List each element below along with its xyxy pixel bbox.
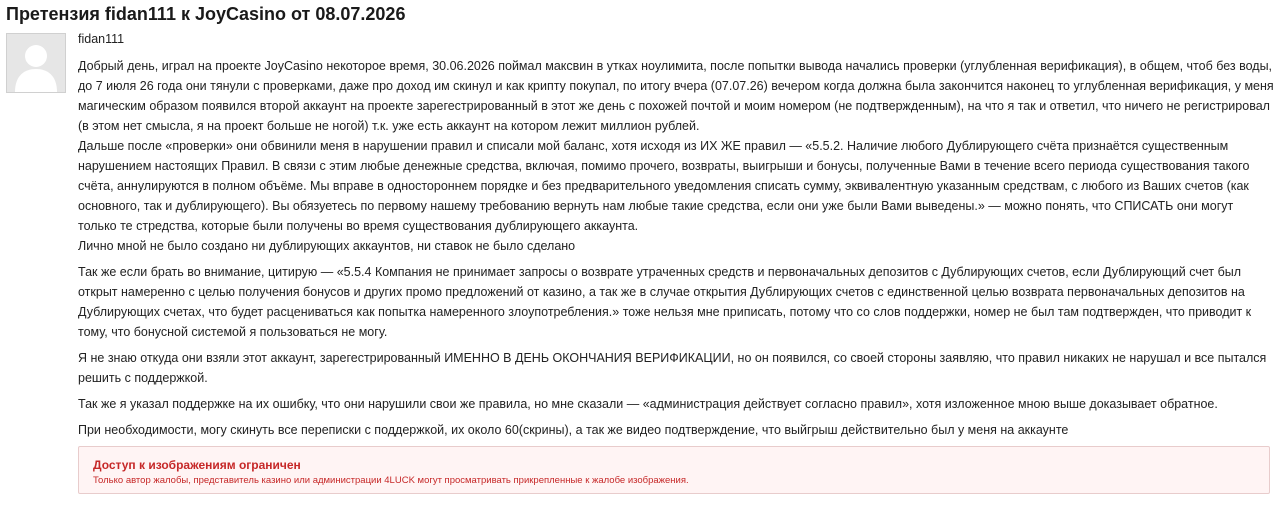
complaint-paragraph: Я не знаю откуда они взяли этот аккаунт, зарегестрированный ИМЕННО В ДЕНЬ ОКОНЧАНИЯ ВЕРИФИКАЦИИ, но он появился, со своей стороны заявляю, что правил никаких не нарушал и все пытался решить с поддержкой. [78,351,1267,385]
complaint-paragraph: Лично мной не было создано ни дублирующих аккаунтов, ни ставок не было сделано [78,239,576,253]
default-user-avatar-icon[interactable] [6,33,66,93]
complaint-body [78,56,1274,446]
image-access-notice [78,446,1270,494]
page-title: Претензия fidan111 к JoyCasino от 08.07.2026 [6,4,406,24]
complaint-paragraph: Так же если брать во внимание, цитирую — «5.5.4 Компания не принимает запросы о возврате утраченных средств и первоначальных депозитов с Дублирующих счетов, если Дублирующий счет был открыт намеренно с целью получения бонусов и других промо предложений от казино, а так же в случае открытия Дублирующих счетов с единственной целью возврата первоначальных депозитов на Дублирующих счетах, что будет расцениваться как попытка намеренного злоупотребления.» тоже нельзя мне приписать, потому что со слов поддержки, номер не был там подтвержден, что приводит к тому, что бонусной системой я пользоваться не могу. [78,265,1252,339]
complaint-paragraph: При необходимости, могу скинуть все переписки с поддержкой, их около 60(скрины), а так же видео подтверждение, что выйгрыш действительно был у меня на аккаунте [78,423,1069,437]
user-silhouette-icon [7,34,65,92]
author-name[interactable]: fidan111 [78,32,125,46]
complaint-paragraph: Добрый день, играл на проекте JoyCasino некоторое время, 30.06.2026 поймал максвин в утках ноулимита, после попытки вывода начались проверки (углубленная верификация), в общем, чтоб без воды, до 7 июля 26 года они тянули с проверками, даже про доход им скинул и как крипту покупал, по итогу вчера (07.07.26) вечером когда должна была закончится наконец то углубленная верификация, у меня магическим образом появился второй аккаунт на проекте зарегестрированный в этот же день с похожей почтой и моим номером (не подтвержденным), на что я так и ответил, что ничего не регистрировал (в этом нет смысла, я на проект больше не ногой) т.к. уже есть аккаунт на котором лежит миллион рублей. [78,59,1274,133]
complaint-paragraph: Так же я указал поддержке на их ошибку, что они нарушили свои же правила, но мне сказали — «администрация действует согласно правил», хотя изложенное мною выше доказывает обратное. [78,397,1218,411]
notice-text: Только автор жалобы, представитель казино или администрации 4LUCK могут просматривать прикрепленные к жалобе изображения. [93,475,689,486]
complaint-paragraph: Дальше после «проверки» они обвинили меня в нарушении правил и списали мой баланс, хотя исходя из ИХ ЖЕ правил — «5.5.2. Наличие любого Дублирующего счёта признаётся существенным нарушением настоящих Правил. В связи с этим любые денежные средства, включая, помимо прочего, возвраты, выигрыши и бонусы, полученные Вами в течение всего периода существования такого счёта, аннулируются в полном объёме. Мы вправе в одностороннем порядке и без предварительного уведомления списать сумму, эквивалентную указанным средствам, с любого из Ваших счетов (как основного, так и дублирующего). Вы обязуетесь по первому нашему требованию вернуть нам любые такие средства, если они уже были Вами выведены.» — можно понять, что СПИСАТЬ они могут только те стредства, которые были получены во время существования дублирующего аккаунта. [78,139,1250,233]
notice-title: Доступ к изображениям ограничен [93,458,301,472]
